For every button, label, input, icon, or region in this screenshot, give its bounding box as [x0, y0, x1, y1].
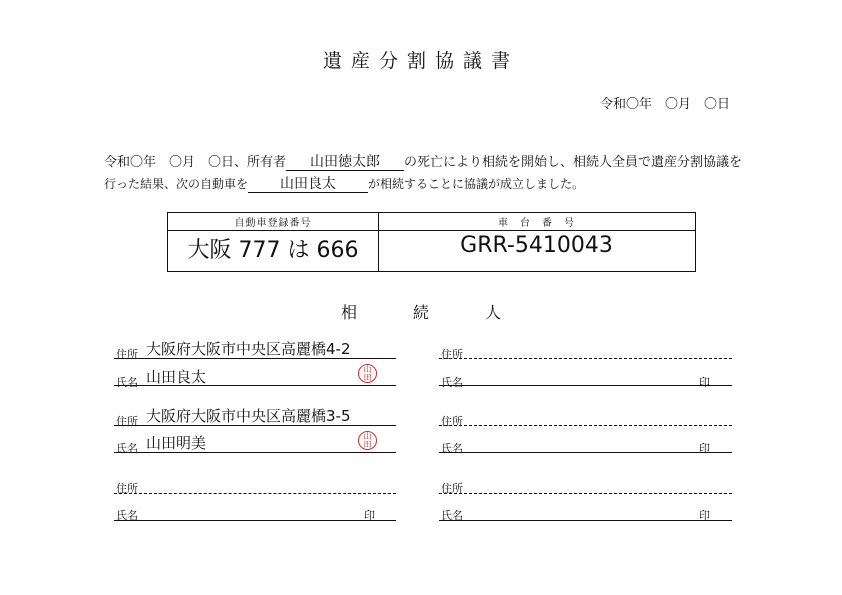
seal-label: 印 — [699, 509, 710, 522]
heir-name-field[interactable]: 山田良太 — [248, 176, 368, 193]
deceased-name-field[interactable]: 山田徳太郎 — [286, 154, 404, 171]
registration-number-value[interactable]: 大阪 777 は 666 — [187, 238, 359, 263]
address-line[interactable] — [439, 358, 732, 359]
line2-pre: 行った結果、次の自動車を — [104, 177, 249, 191]
stamp-char-1: 山 — [363, 431, 372, 441]
address-label: 住所 — [441, 348, 463, 361]
seal-label: 印 — [364, 509, 375, 522]
name-line[interactable] — [439, 385, 732, 386]
heirs-heading-char-3: 人 — [485, 303, 502, 322]
heirs-heading-char-1: 相 — [340, 303, 357, 322]
heirs-heading — [0, 300, 842, 323]
heir-2-address[interactable]: 大阪府大阪市中央区高麗橋3-5 — [146, 407, 351, 425]
line1-post: の死亡により相続を開始し、相続人全員で遺産分割協議を — [404, 155, 743, 170]
heirs-heading-char-2: 続 — [412, 303, 429, 322]
name-line — [114, 385, 396, 386]
document-title: 遺産分割協議書 — [322, 50, 519, 72]
address-line — [114, 425, 396, 426]
agreement-text-line-1 — [104, 151, 742, 171]
document-date: 令和〇年 〇月 〇日 — [599, 97, 730, 112]
registration-number-header: 自動車登録番号 — [234, 218, 312, 229]
name-line[interactable] — [114, 520, 396, 521]
name-label: 氏名 — [116, 376, 138, 389]
heir-1-name[interactable]: 山田良太 — [146, 368, 207, 386]
seal-stamp-icon — [358, 364, 377, 383]
name-line[interactable] — [439, 452, 732, 453]
seal-label: 印 — [699, 376, 710, 389]
name-label: 氏名 — [116, 509, 138, 522]
name-line[interactable] — [439, 520, 732, 521]
heir-1-address[interactable]: 大阪府大阪市中央区高麗橋4-2 — [146, 340, 351, 358]
address-line[interactable] — [439, 493, 732, 494]
chassis-number-header: 車 台 番 号 — [498, 218, 575, 229]
address-label: 住所 — [116, 415, 138, 428]
stamp-char-2: 田 — [363, 439, 372, 449]
name-label: 氏名 — [116, 442, 138, 455]
address-label: 住所 — [116, 348, 138, 361]
line2-post: が相続することに協議が成立しました。 — [368, 177, 585, 191]
seal-label: 印 — [699, 442, 710, 455]
stamp-char-1: 山 — [363, 364, 372, 374]
address-label: 住所 — [441, 415, 463, 428]
address-label: 住所 — [116, 482, 138, 495]
address-line[interactable] — [439, 425, 732, 426]
vehicle-table — [167, 212, 696, 272]
name-label: 氏名 — [441, 376, 463, 389]
address-line[interactable] — [114, 493, 396, 494]
address-line — [114, 358, 396, 359]
name-label: 氏名 — [441, 442, 463, 455]
chassis-number-value[interactable]: GRR-5410043 — [460, 233, 613, 258]
seal-stamp-icon — [358, 431, 377, 450]
address-label: 住所 — [441, 482, 463, 495]
line1-pre: 令和〇年 〇月 〇日、所有者 — [104, 155, 287, 170]
agreement-text-line-2 — [104, 175, 584, 193]
heir-2-name[interactable]: 山田明美 — [146, 434, 207, 452]
table-divider-horizontal — [168, 230, 695, 231]
stamp-char-2: 田 — [363, 372, 372, 382]
name-line — [114, 452, 396, 453]
name-label: 氏名 — [441, 509, 463, 522]
